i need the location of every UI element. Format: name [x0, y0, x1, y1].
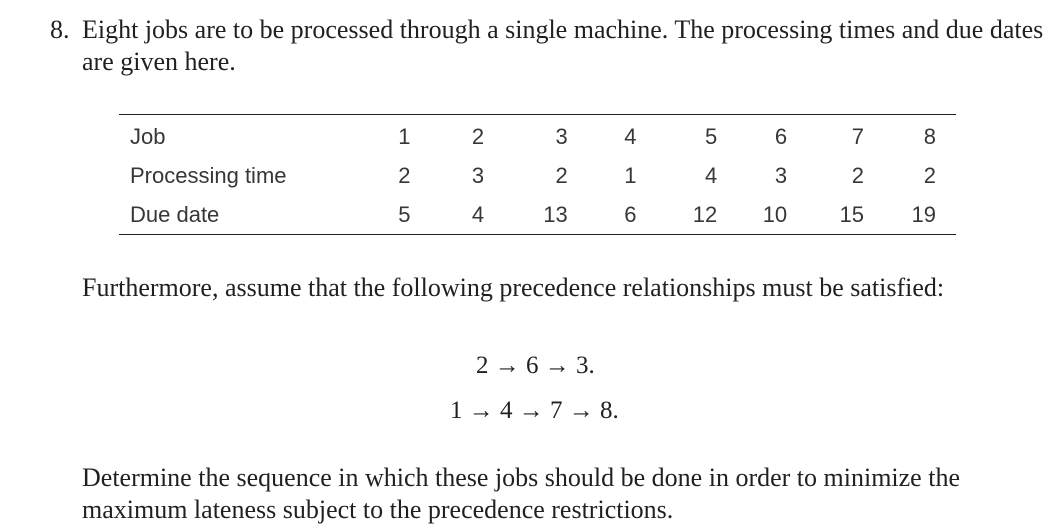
due-date-cell: 10 [762, 201, 788, 227]
precedence-chain-1: 2 → 6 → 3. [476, 352, 595, 379]
due-date-cell: 19 [911, 201, 936, 227]
row-label-job: Job [130, 123, 166, 149]
processing-time-cell: 2 [851, 162, 864, 188]
processing-time-cell: 3 [471, 162, 485, 188]
processing-time-cell: 3 [774, 162, 788, 188]
table-row-due-date [119, 195, 956, 234]
processing-time-cell: 2 [555, 162, 568, 188]
processing-time-cell: 2 [398, 162, 411, 188]
processing-time-cell: 4 [704, 162, 718, 188]
processing-time-cell: 2 [923, 162, 936, 188]
jobs-table-grid [119, 115, 956, 234]
due-date-cell: 13 [543, 201, 568, 227]
processing-time-cell: 1 [624, 162, 637, 188]
due-date-cell: 12 [692, 201, 718, 227]
job-cell: 7 [851, 123, 864, 149]
precedence-chain-2: 1 → 4 → 7 → 8. [450, 397, 619, 424]
job-cell: 3 [555, 123, 568, 149]
jobs-table [119, 114, 956, 235]
job-cell: 1 [398, 123, 411, 149]
due-date-cell: 6 [624, 201, 637, 227]
job-cell: 4 [624, 123, 637, 149]
job-cell: 6 [774, 123, 788, 149]
due-date-cell: 5 [398, 201, 411, 227]
due-date-cell: 4 [471, 201, 485, 227]
row-label-processing-time: Processing time [130, 162, 287, 188]
precedence-intro: Furthermore, assume that the following precedence relationships must be satisfied: [82, 273, 945, 302]
job-cell: 8 [923, 123, 936, 149]
table-row-job [119, 115, 956, 156]
table-row-processing-time [119, 156, 956, 195]
question-text: Determine the sequence in which these jobs should be done in order to minimize the maximum lateness subject to the precedence restrictions. [82, 463, 960, 524]
job-cell: 5 [704, 123, 718, 149]
job-cell: 2 [471, 123, 485, 149]
problem-statement: Eight jobs are to be processed through a single machine. The processing times and due dates are given here. [82, 15, 1044, 76]
due-date-cell: 15 [839, 201, 864, 227]
row-label-due-date: Due date [130, 201, 220, 227]
problem-number: 8. [50, 15, 70, 44]
